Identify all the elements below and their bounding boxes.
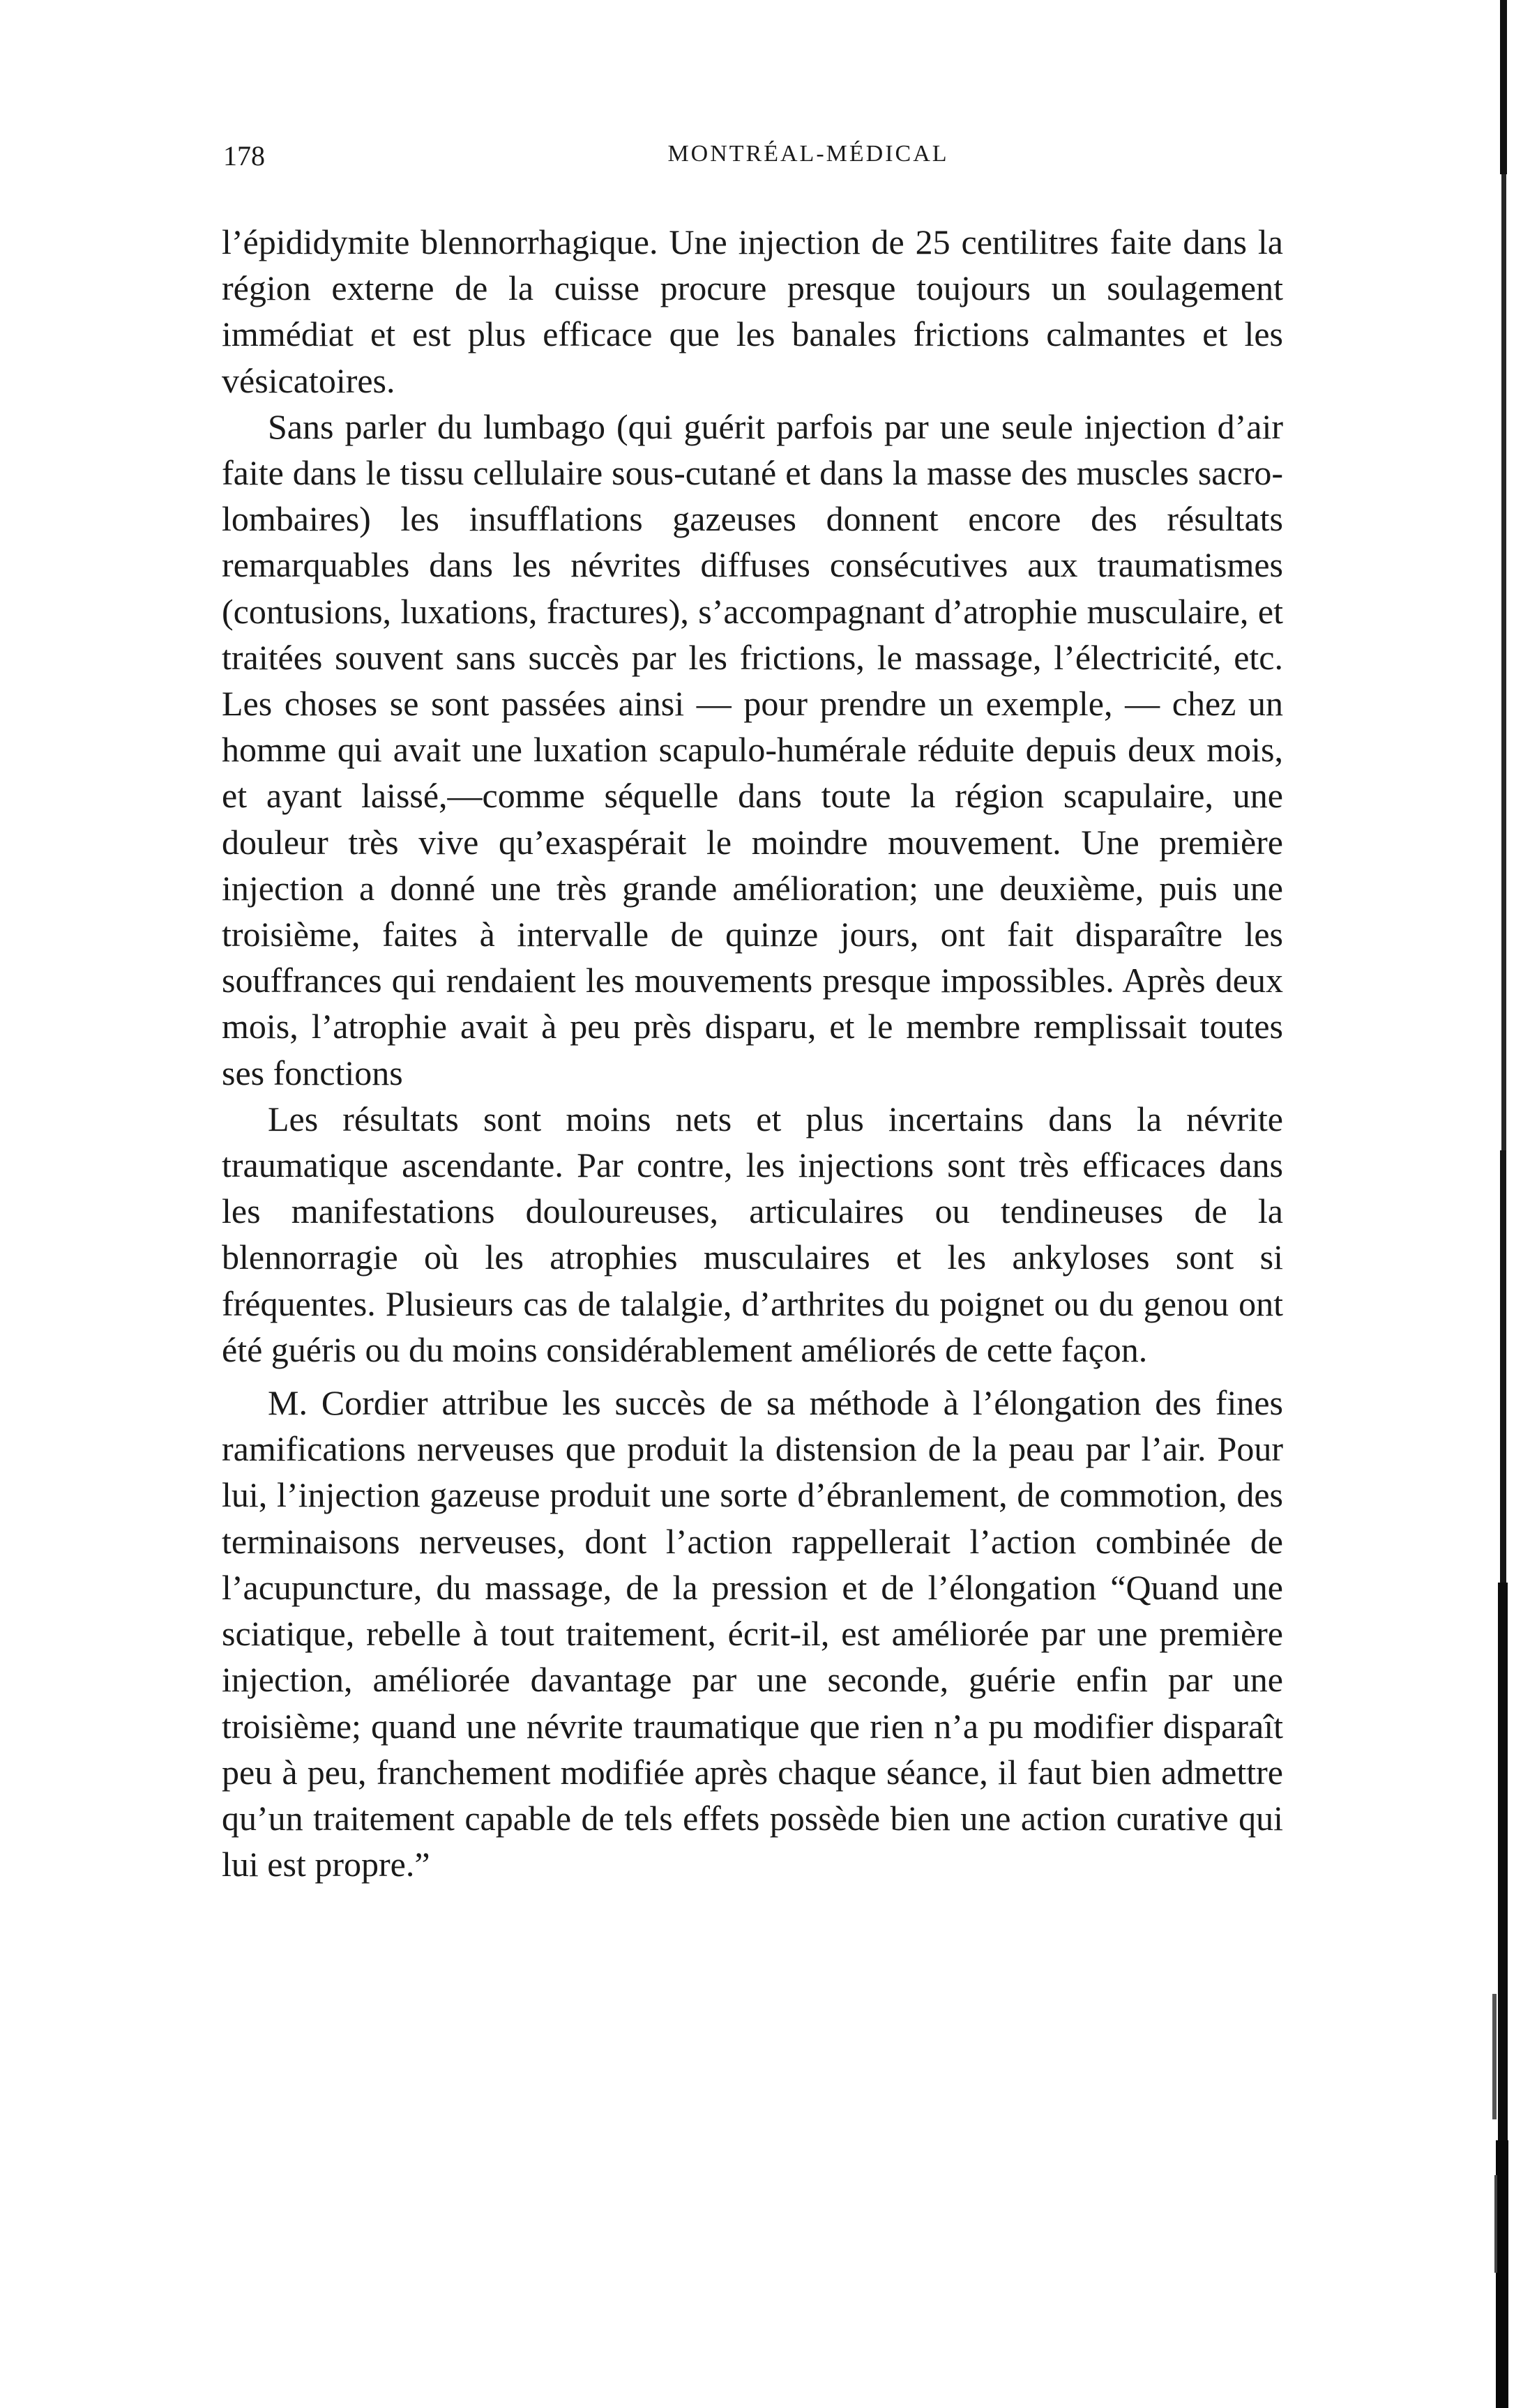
paragraph-resultats: Les résultats sont moins nets et plus incertains dans la névrite traumatique ascendante. Par contre, les injections sont très efficaces dans les manifestations douloureuses, articulaires ou tendineuses de la blennorragie où les atrophies musculaires et les ankyloses sont si fréquentes. Plusieurs cas de talalgie, d’arthrites du poignet ou du genou ont été guéris ou du moins considérablement améliorés de cette façon.	[222, 1099, 1283, 1369]
page-number: 178	[223, 140, 265, 172]
book-page	[222, 139, 1283, 1887]
body-text	[222, 219, 1283, 1887]
paragraph-epididymite: l’épididymite blennorrhagique. Une injection de 25 centilitres faite dans la région externe de la cuisse procure presque toujours un soulagement immédiat et est plus efficace que les banales frictions calmantes et les vésicatoires.	[222, 222, 1283, 400]
paragraph-lumbago: Sans parler du lumbago (qui guérit parfois par une seule injection d’air faite dans le tissu cellulaire sous-cutané et dans la masse des muscles sacro-lombaires) les insufflations gazeuses donnent encore des résultats remarquables dans les névrites diffuses consécutives aux traumatismes (contusions, luxations, fractures), s’accompagnant d’atrophie musculaire, et traitées souvent sans succès par les frictions, le massage, l’électricité, etc. Les choses se sont passées ainsi — pour prendre un exemple, — chez un homme qui avait une luxation scapulo-humérale réduite depuis deux mois, et ayant laissé,—comme séquelle dans toute la région scapulaire, une douleur très vive qu’exaspérait le moindre mouvement. Une première injection a donné une très grande amélioration; une deuxième, puis une troisième, faites à intervalle de quinze jours, ont fait disparaître les souffrances qui rendaient les mouvements presque impossibles. Après deux mois, l’atrophie avait à peu près disparu, et le membre remplissait toutes ses fonctions	[222, 406, 1283, 1092]
running-head	[222, 139, 1283, 181]
journal-title: MONTRÉAL-MÉDICAL	[667, 141, 949, 167]
paragraph-cordier: M. Cordier attribue les succès de sa méthode à l’élongation des fines ramifications nerveuses que produit la distension de la peau par l’air. Pour lui, l’injection gazeuse produit une sorte d’ébranlement, de commotion, des terminaisons nerveuses, dont l’action rappellerait l’action combinée de l’acupuncture, du massage, de la pression et de l’élongation “Quand une sciatique, rebelle à tout traitement, écrit-il, est améliorée par une première injection, améliorée davantage par une seconde, guérie enfin par une troisième; quand une névrite traumatique que rien n’a pu modifier disparaît peu à peu, franchement modifiée après chaque séance, il faut bien admettre qu’un traitement capable de tels effets possède bien une action curative qui lui est propre.”	[222, 1383, 1283, 1884]
